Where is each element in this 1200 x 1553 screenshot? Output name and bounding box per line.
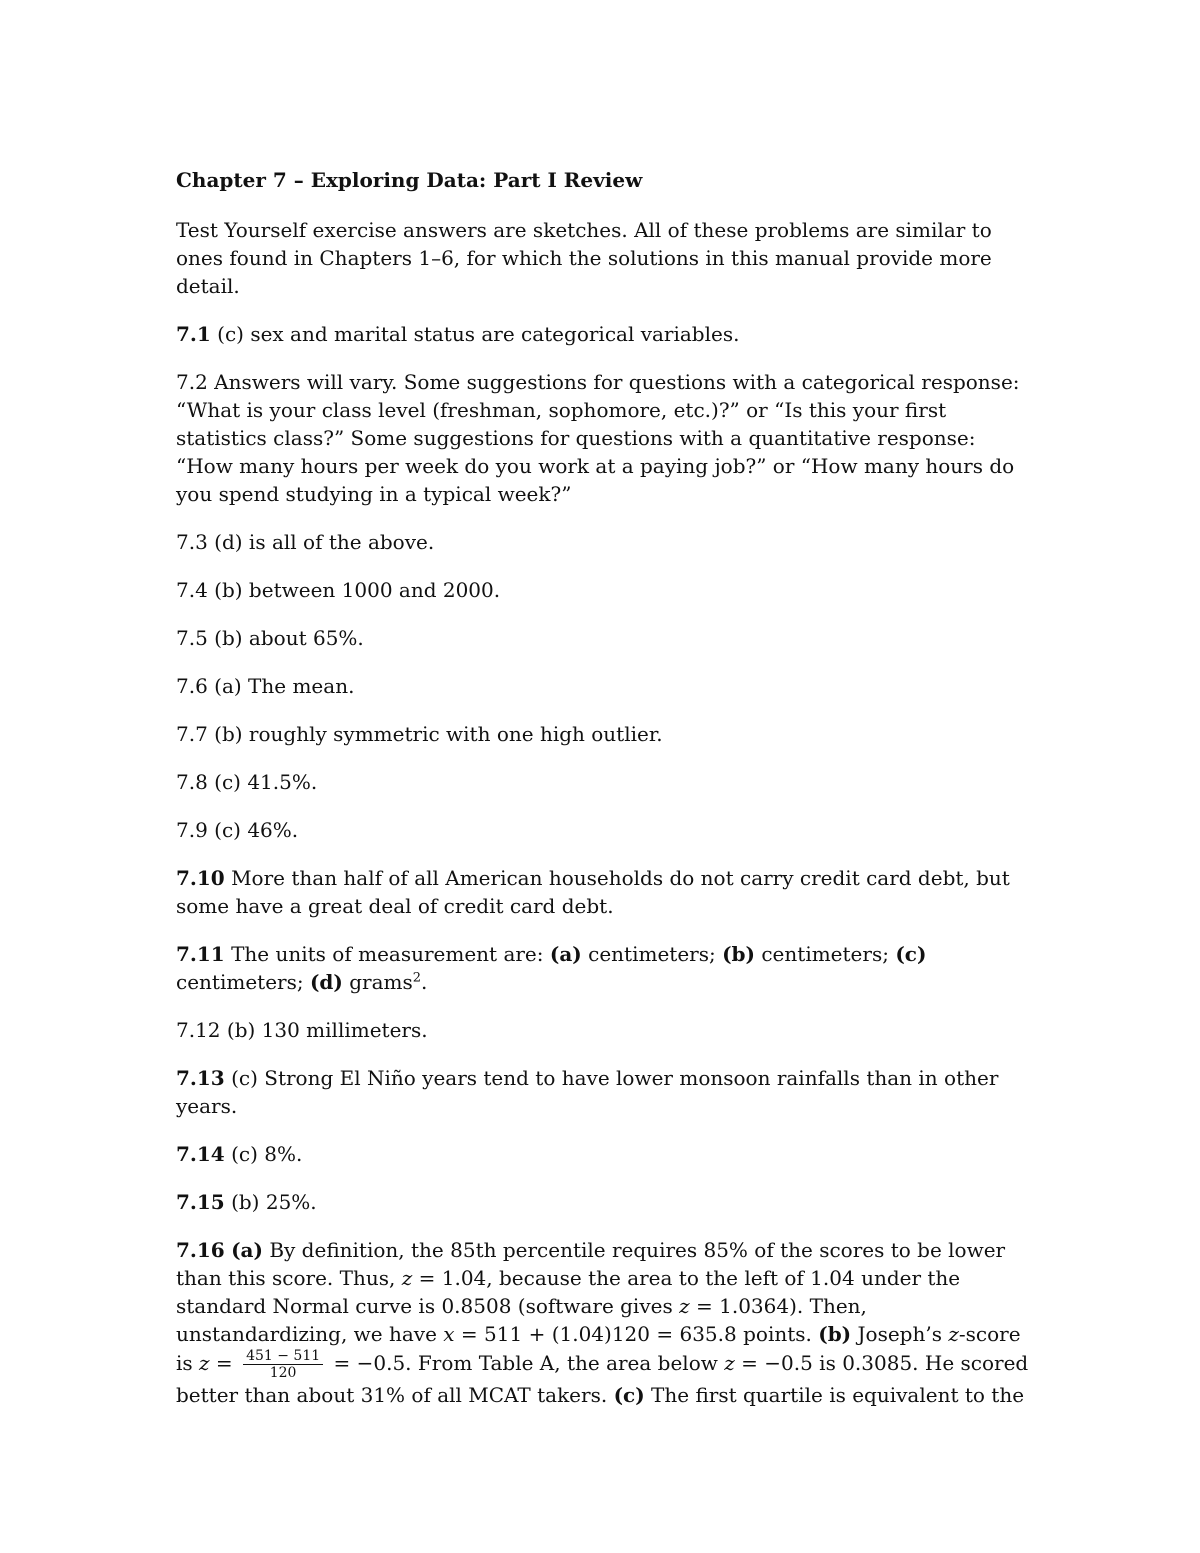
answer-number: 7.2 [176,370,208,394]
answer-text: (b) about 65%. [207,626,364,650]
answer-number: 7.15 [176,1190,225,1214]
answer-text: (a) The mean. [207,674,355,698]
part-label-b: (b) [818,1322,852,1346]
answer-number: 7.7 [176,722,208,746]
answer-text: = 511 + (1.04)120 = 635.8 points. [454,1322,819,1346]
answer-text: The first quartile is equivalent to the [644,1383,1025,1407]
answer-number: 7.12 [176,1018,221,1042]
math-var: z [948,1322,959,1346]
answer-text: = 1.0364). Then, unstandardizing, we have [176,1294,867,1346]
math-var: z [724,1351,735,1375]
answer-7-3 [176,528,1036,556]
answer-number: 7.14 [176,1142,225,1166]
answer-7-4 [176,576,1036,604]
answer-number: 7.10 [176,866,225,890]
answer-text: (c) Strong El Niño years tend to have lower monsoon rainfalls than in other years. [176,1066,999,1118]
answer-text: Joseph’s [851,1322,949,1346]
answer-7-15 [176,1188,1036,1216]
part-label-b: (b) [722,942,755,966]
answer-7-13 [176,1064,1036,1120]
math-var: z [199,1351,210,1375]
page-title: Chapter 7 – Exploring Data: Part I Review [176,168,643,192]
part-label-d: (d) [309,970,343,994]
answer-7-11 [176,940,1036,996]
answer-text: (b) 130 millimeters. [220,1018,428,1042]
part-label-a: (a) [231,1238,263,1262]
answer-text: (b) roughly symmetric with one high outlier. [207,722,663,746]
fraction-denominator: 120 [269,1365,297,1381]
answer-text: By definition, the 85th percentile requires 85% of the scores to be lower than this score. Thus, [176,1238,1006,1290]
answer-text: The units of measurement are: [224,942,550,966]
answer-number: 7.3 [176,530,208,554]
answer-text: = 1.04, because the area to the left of 1.04 under the standard Normal curve is 0.8508 (software gives [176,1266,961,1318]
part-text-c: centimeters; [176,970,310,994]
math-var: z [401,1266,413,1290]
part-label-a: (a) [549,942,582,966]
answer-text: More than half of all American households do not carry credit card debt, but some have a great deal of credit card debt. [176,866,1010,918]
answer-text: = [209,1351,240,1375]
answer-7-9 [176,816,1036,844]
answer-7-16 [176,1236,1036,1409]
answer-number: 7.1 [176,322,211,346]
answer-text: (c) 8%. [224,1142,303,1166]
answer-text: = −0.5. From Table A, the area below [327,1351,725,1375]
answer-7-10 [176,864,1036,920]
answer-number: 7.9 [176,818,208,842]
math-var: z [679,1294,690,1318]
answer-7-1 [176,320,1036,348]
answer-text: (d) is all of the above. [207,530,435,554]
answer-number: 7.11 [176,942,225,966]
part-text-a: centimeters; [581,942,723,966]
sentence-end: . [421,970,428,994]
answer-number: 7.5 [176,626,208,650]
answer-text: = −0.5 is 0.3085. He scored better than about 31% of all MCAT takers. [176,1351,1029,1407]
answer-number: 7.13 [176,1066,225,1090]
answer-7-2 [176,368,1036,508]
answer-text: (c) 46%. [207,818,299,842]
document-body [176,166,1036,1429]
answer-text: (b) 25%. [224,1190,317,1214]
answer-7-14 [176,1140,1036,1168]
part-label-c: (c) [895,942,927,966]
answer-number: 7.4 [176,578,208,602]
answer-7-6 [176,672,1036,700]
part-label-c: (c) [613,1383,645,1407]
answer-7-8 [176,768,1036,796]
answer-number: 7.8 [176,770,208,794]
answer-number: 7.6 [176,674,208,698]
answer-7-7 [176,720,1036,748]
part-text-d: grams [342,970,413,994]
part-text-b: centimeters; [755,942,896,966]
answer-text: Answers will vary. Some suggestions for questions with a categorical response: “What is your class level (freshman, sophomore, etc.)?” or “Is this your first statistics class?” Some suggestions for questions with a quantitative response: “How many hours per week do you work at a paying job?” or “How many hours do you spend studying in a typical week?” [176,370,1020,506]
fraction [243,1348,323,1381]
answer-7-12 [176,1016,1036,1044]
fraction-numerator: 451 − 511 [243,1348,323,1365]
answer-7-5 [176,624,1036,652]
answer-text: (c) 41.5%. [207,770,318,794]
superscript: 2 [412,970,422,986]
answer-text: -score is [176,1322,1021,1375]
answer-number: 7.16 [176,1238,225,1262]
answer-text: (b) between 1000 and 2000. [207,578,501,602]
answer-text: (c) sex and marital status are categorical variables. [210,322,740,346]
math-var: x [443,1322,455,1346]
intro-paragraph: Test Yourself exercise answers are sketches. All of these problems are similar to ones found in Chapters 1–6, for which the solutions in this manual provide more detail. [176,218,992,298]
